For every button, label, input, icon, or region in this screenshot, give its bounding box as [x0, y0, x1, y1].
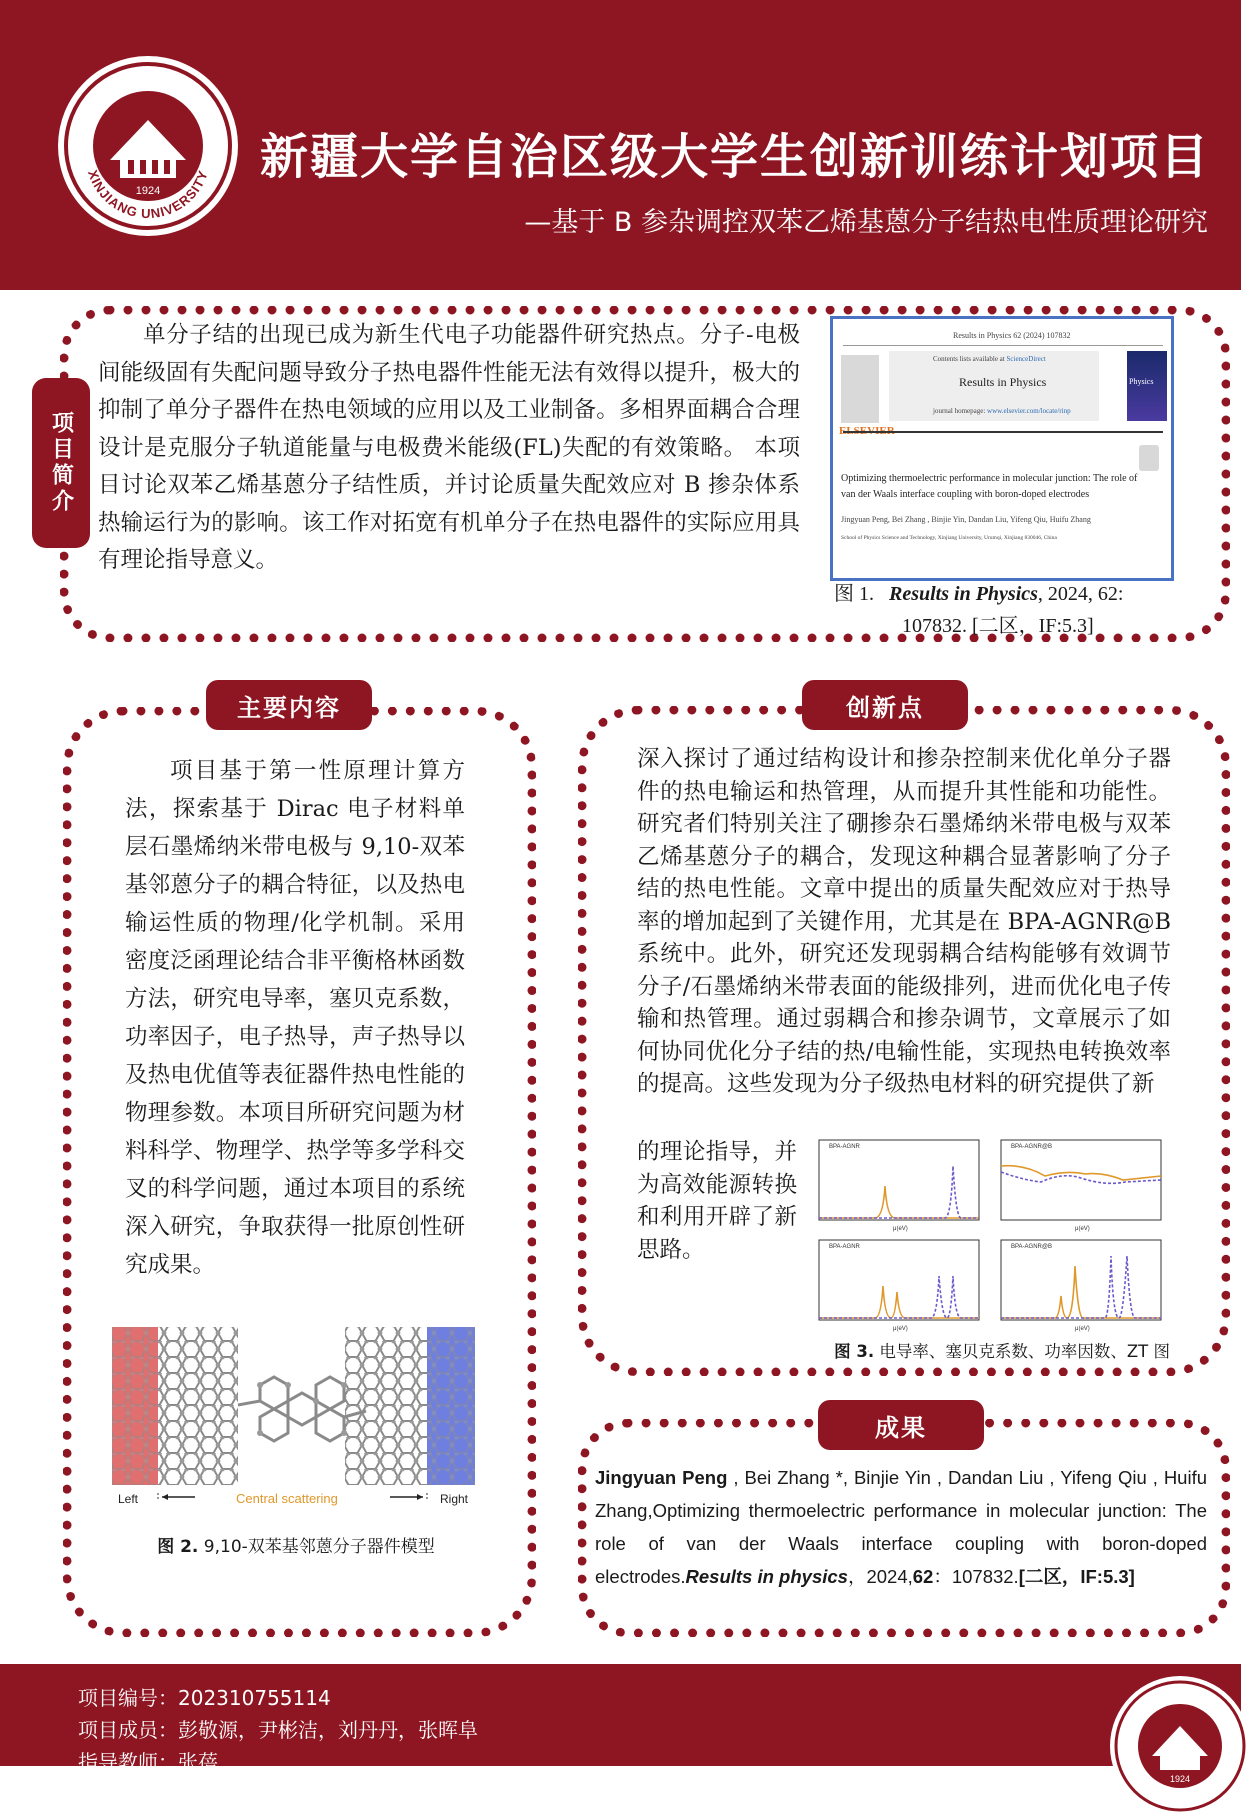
svg-text:μ(eV): μ(eV) [893, 1326, 908, 1332]
seal-year: 1924 [135, 185, 161, 197]
intro-text: 单分子结的出现已成为新生代电子功能器件研究热点。分子-电极间能级固有失配问题导致分子热电器件性能无法有效得以提升，极大的抑制了单分子器件在热电领域的应用以及工业制备。多相界面耦合合理设计是克服分子轨道能量与电极费米能级(FL)失配的有效策略。 本项目讨论双苯乙烯基蒽分子结性质，并讨论质量失配效应对 B 掺杂体系热输运行为的影响。该工作对拓宽有机单分子在热电器件的实际应用具有理论指导意义。 [98, 322, 800, 573]
left-label: Left [118, 1492, 139, 1506]
innovation-text-tail: 的理论指导，并为高效能源转换和利用开辟了新思路。 [637, 1139, 797, 1263]
svg-text:BPA-AGNR@B: BPA-AGNR@B [1011, 1244, 1052, 1250]
result-pill: 成果 [818, 1400, 984, 1450]
check-for-updates-icon [1139, 445, 1159, 471]
result-citation: Jingyuan Peng , Bei Zhang *, Binjie Yin , Dandan Liu , Yifeng Qiu , Huifu Zhang,Optimizing thermoelectric performance in molecular junction: The role of van der Waals interface coupling with boron-doped electrodes.Results in physics，2024,62：107832.[二区，IF:5.3] [595, 1467, 1208, 1587]
svg-text:μ(eV): μ(eV) [1075, 1226, 1090, 1232]
journal-cover-icon: Physics [1127, 351, 1167, 421]
fig1-journal-name: Results in Physics [959, 375, 1047, 389]
svg-text:μ(eV): μ(eV) [893, 1226, 908, 1232]
molecule-device-model [110, 1325, 482, 1505]
center-label: Central scattering [236, 1491, 338, 1506]
fig1-contents-line: Contents lists available at ScienceDirect [933, 355, 1046, 363]
fig1-affiliation: School of Physics Science and Technology, Xinjiang University, Urumqi, Xinjiang 830046, China [841, 535, 1057, 541]
fig1-authors: Jingyuan Peng, Bei Zhang , Binjie Yin, Dandan Liu, Yifeng Qiu, Huifu Zhang [841, 515, 1091, 524]
main-content-pill: 主要内容 [206, 680, 372, 730]
university-seal-icon [58, 56, 238, 236]
page-subtitle: —基于 B 参杂调控双苯乙烯基蒽分子结热电性质理论研究 [524, 207, 1208, 238]
fig1-paper-title-2: van der Waals interface coupling with boron-doped electrodes [841, 489, 1090, 500]
header-banner [0, 0, 1241, 290]
intro-tab: 项目简介 [32, 378, 90, 548]
project-members: 项目成员：彭敬源，尹彬洁，刘丹丹，张晖阜 [78, 1718, 478, 1742]
footer-seal-icon [1110, 1676, 1250, 1816]
footer-info [78, 1682, 478, 1778]
fig1-paper-title-1: Optimizing thermoelectric performance in molecular junction: The role of [841, 473, 1138, 484]
figure1-paper-thumbnail [830, 316, 1174, 581]
innovation-text: 深入探讨了通过结构设计和掺杂控制来优化单分子器件的热电输运和热管理，从而提升其性能和功能性。研究者们特别关注了硼掺杂石墨烯纳米带电极与双苯乙烯基蒽分子的耦合，发现这种耦合显著影响了分子结的热电性能。文章中提出的质量失配效应对于热导率的增加起到了关键作用，尤其是在 BPA-AGNR@B 系统中。此外，研究还发现弱耦合结构能够有效调节分子/石墨烯纳米带表面的能级排列，进而优化电子传输和热管理。通过弱耦合和掺杂调节，文章展示了如何协同优化分子结的热/电输性能，实现热电转换效率的提高。这些发现为分子级热电材料的研究提供了新 [637, 746, 1171, 1097]
figure1-caption: 图 1. Results in Physics, 2024, 62: 107832. [二区，IF:5.3] [834, 583, 1124, 637]
figure2-caption: 图 2. 9,10-双苯基邻蒽分子器件模型 [157, 1537, 435, 1557]
main-content-text: 项目基于第一性原理计算方法，探索基于 Dirac 电子材料单层石墨烯纳米带电极与 9,10-双苯基邻蒽分子的耦合特征，以及热电输运性质的物理/化学机制。采用密度泛函理论结合非平衡格林函数方法，研究电导率，塞贝克系数，功率因子，电子热导，声子热导以及热电优值等表征器件热电性能的物理参数。本项目所研究问题为材料科学、物理学、热学等多学科交叉的科学问题，通过本项目的系统深入研究，争取获得一批原创性研究成果。 [125, 758, 465, 1278]
svg-text:BPA-AGNR: BPA-AGNR [829, 1144, 860, 1150]
svg-text:μ(eV): μ(eV) [1075, 1326, 1090, 1332]
page-title: 新疆大学自治区级大学生创新训练计划项目 [259, 129, 1210, 185]
seal-name: XINJIANG UNIVERSITY [85, 168, 211, 222]
svg-text:1924: 1924 [1169, 1774, 1191, 1784]
project-number: 项目编号：202310755114 [78, 1686, 331, 1710]
svg-text:BPA-AGNR@B: BPA-AGNR@B [1011, 1144, 1052, 1150]
figure3-plots [805, 1136, 1170, 1336]
fig1-homepage: journal homepage: www.elsevier.com/locate/rinp [933, 407, 1071, 415]
figure3-caption: 图 3. 电导率、塞贝克系数、功率因数、ZT 图 [834, 1342, 1170, 1361]
right-label: Right [440, 1492, 469, 1506]
fig1-journal-line: Results in Physics 62 (2024) 107832 [953, 331, 1071, 340]
elsevier-tree-icon [841, 355, 879, 423]
advisor: 指导教师：张蓓 [78, 1750, 218, 1774]
fig1-publisher: ELSEVIER [839, 425, 895, 437]
innovation-pill: 创新点 [802, 680, 968, 730]
svg-text:BPA-AGNR: BPA-AGNR [829, 1244, 860, 1250]
